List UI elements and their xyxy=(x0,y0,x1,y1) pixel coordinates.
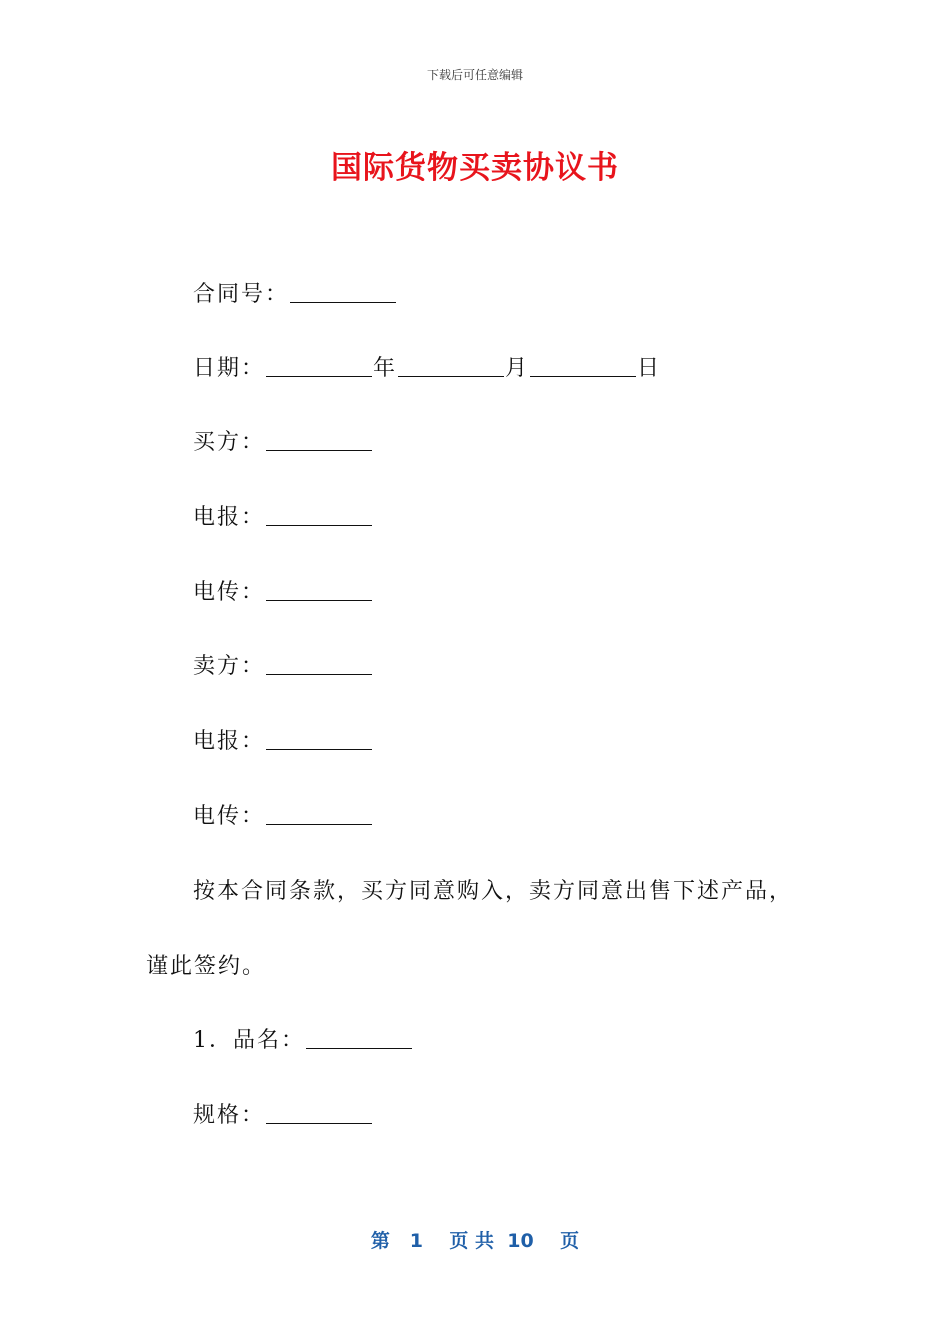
spec-line xyxy=(193,1101,373,1131)
seller-fax-blank xyxy=(266,804,372,825)
seller-telegram-blank xyxy=(266,729,372,750)
page-footer xyxy=(0,1226,950,1253)
date-line xyxy=(193,354,661,384)
item-name-blank xyxy=(306,1028,412,1049)
seller-fax-line xyxy=(193,802,373,832)
contract-number-label: 合同号： xyxy=(193,282,290,307)
day-label: 日 xyxy=(637,356,662,381)
seller-line xyxy=(193,652,373,682)
intro-paragraph-line-2: 谨此签约。 xyxy=(146,954,267,979)
year-label: 年 xyxy=(373,356,398,381)
buyer-fax-label: 电传： xyxy=(193,580,266,605)
buyer-fax-blank xyxy=(266,580,372,601)
buyer-telegram-blank xyxy=(266,505,372,526)
footer-page-suffix: 页 xyxy=(560,1230,580,1252)
item-name-line xyxy=(193,1026,413,1056)
seller-label: 卖方： xyxy=(193,654,266,679)
seller-blank xyxy=(266,654,372,675)
buyer-telegram-line xyxy=(193,503,373,533)
spec-label: 规格： xyxy=(193,1103,266,1128)
date-label: 日期： xyxy=(193,356,266,381)
seller-telegram-label: 电报： xyxy=(193,729,266,754)
buyer-label: 买方： xyxy=(193,430,266,455)
footer-page-mid: 页 共 xyxy=(449,1230,495,1252)
footer-page-total: 10 xyxy=(507,1230,534,1252)
seller-telegram-line xyxy=(193,727,373,757)
contract-number-line xyxy=(193,280,397,310)
header-note: 下载后可任意编辑 xyxy=(426,68,523,82)
spec-blank xyxy=(266,1103,372,1124)
footer-page-prefix: 第 xyxy=(370,1230,390,1252)
intro-paragraph-line-1: 按本合同条款，买方同意购入，卖方同意出售下述产品， xyxy=(193,879,794,904)
contract-number-blank xyxy=(290,282,396,303)
month-label: 月 xyxy=(505,356,530,381)
day-blank xyxy=(530,356,636,377)
month-blank xyxy=(398,356,504,377)
buyer-blank xyxy=(266,430,372,451)
footer-page-number: 1 xyxy=(409,1230,423,1252)
buyer-fax-line xyxy=(193,578,373,608)
seller-fax-label: 电传： xyxy=(193,804,266,829)
buyer-telegram-label: 电报： xyxy=(193,505,266,530)
document-title: 国际货物买卖协议书 xyxy=(331,150,619,186)
buyer-line xyxy=(193,428,373,458)
item-name-label: 1．品名： xyxy=(193,1028,305,1053)
year-blank xyxy=(266,356,372,377)
